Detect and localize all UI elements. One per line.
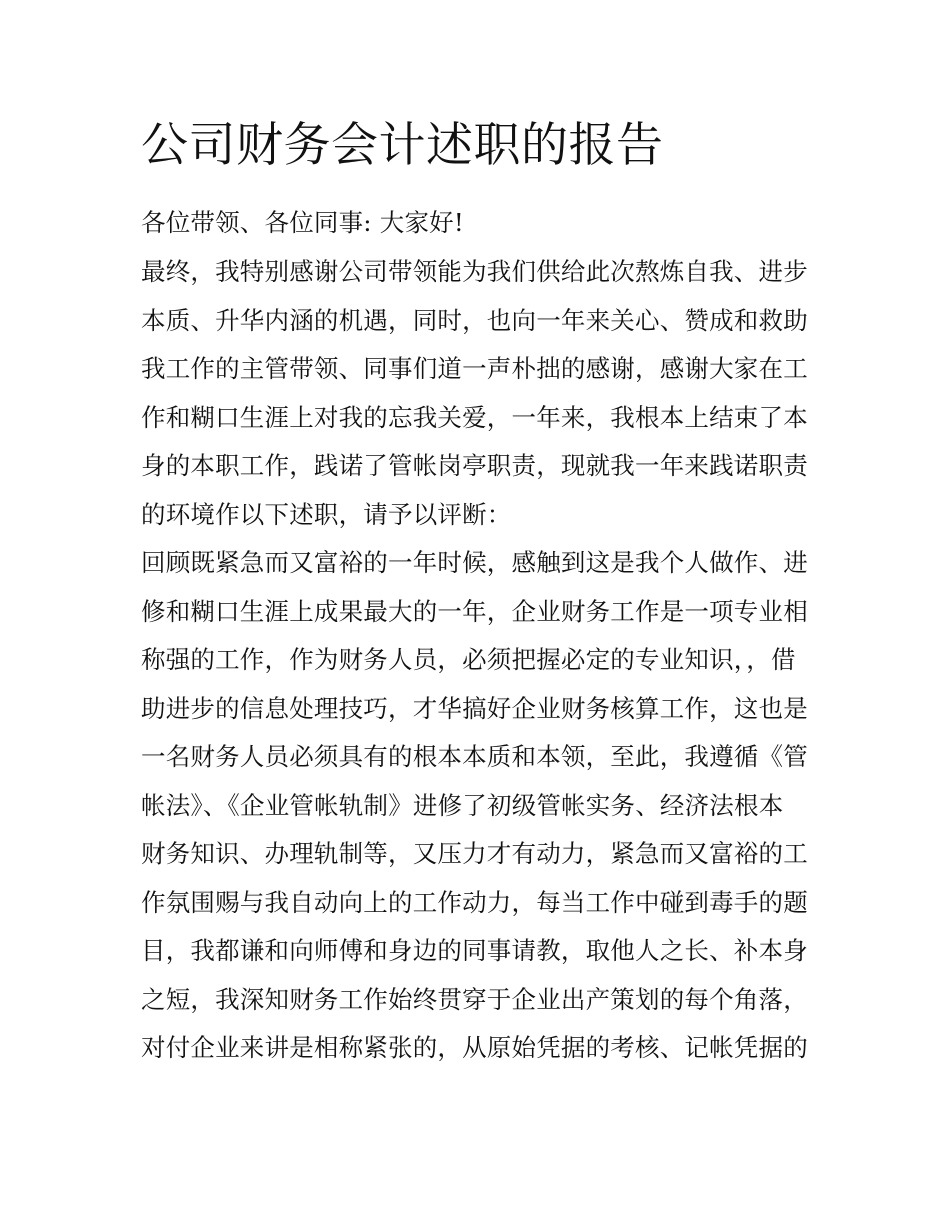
body-line: 对付企业来讲是相称紧张的，从原始凭据的考核、记帐凭据的 (141, 1033, 808, 1062)
body-line: 一名财务人员必须具有的根本本质和本领，至此，我遵循《管 (141, 742, 808, 771)
body-line: 财务知识、办理轨制等，又压力才有动力，紧急而又富裕的工 (141, 839, 808, 868)
body-line: 身的本职工作，践诺了管帐岗亭职责，现就我一年来践诺职责 (141, 451, 808, 480)
body-line: 本质、升华内涵的机遇，同时，也向一年来关心、赞成和救助 (141, 306, 808, 335)
body-line: 修和糊口生涯上成果最大的一年，企业财务工作是一项专业相 (141, 597, 808, 626)
body-line: 帐法》、《企业管帐轨制》进修了初级管帐实务、经济法根本 (141, 791, 784, 820)
body-line: 作氛围赐与我自动向上的工作动力，每当工作中碰到毒手的题 (141, 888, 808, 917)
body-line: 目，我都谦和向师傅和身边的同事请教，取他人之长、补本身 (141, 936, 808, 965)
body-line: 助进步的信息处理技巧，才华搞好企业财务核算工作，这也是 (141, 694, 808, 723)
body-line: 回顾既紧急而又富裕的一年时候，感触到这是我个人做作、进 (141, 548, 808, 577)
body-line: 我工作的主管带领、同事们道一声朴拙的感谢，感谢大家在工 (141, 354, 808, 383)
greeting-line: 各位带领、各位同事: 大家好! (141, 208, 464, 237)
body-line: 最终，我特别感谢公司带领能为我们供给此次熬炼自我、进步 (141, 257, 808, 286)
body-line: 作和糊口生涯上对我的忘我关爱，一年来，我根本上结束了本 (141, 403, 808, 432)
body-line: 称强的工作，作为财务人员，必须把握必定的专业知识，，借 (141, 645, 796, 674)
body-line: 之短，我深知财务工作始终贯穿于企业出产策划的每个角落， (141, 985, 808, 1014)
body-line: 的环境作以下述职，请予以评断： (141, 500, 512, 529)
document-title: 公司财务会计述职的报告 (141, 118, 664, 173)
